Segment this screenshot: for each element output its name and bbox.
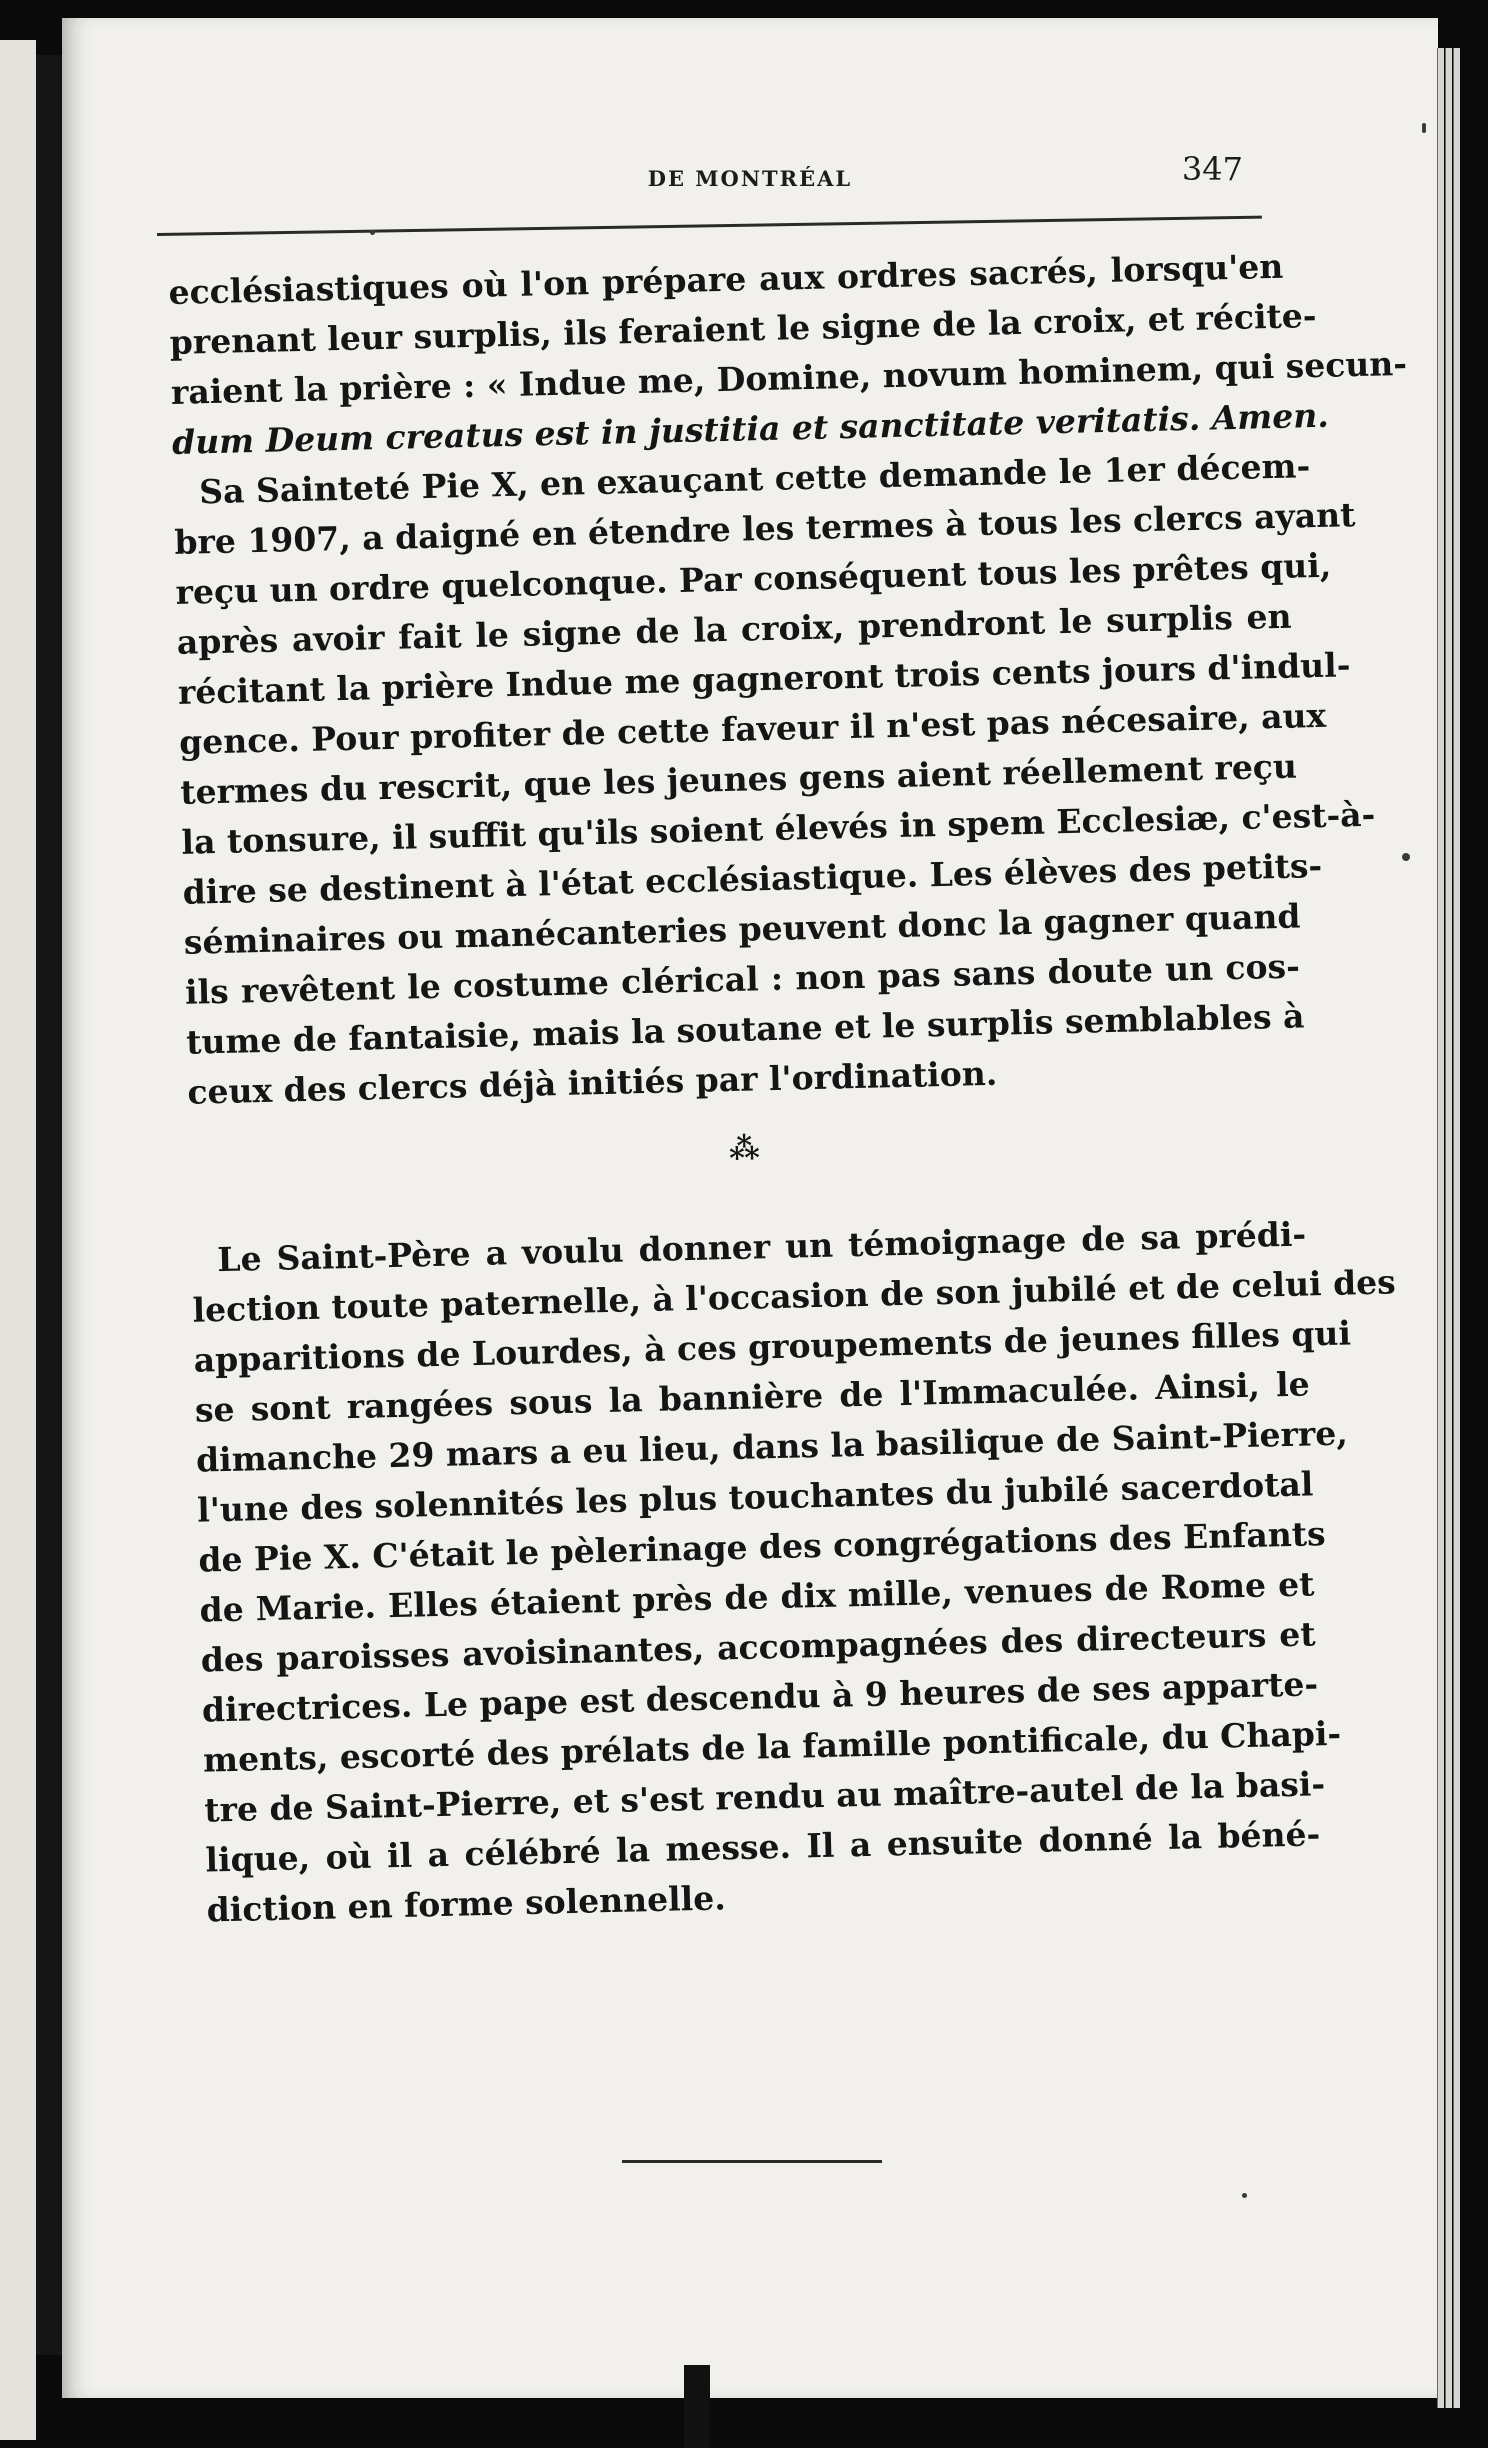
text-line: ils revêtent le costume clérical : non pas sans doute un cos- — [184, 946, 1301, 1012]
text-line: dire se destinent à l'état ecclésiastique. Les élèves des petits- — [182, 845, 1323, 912]
text-line: apparitions de Lourdes, à ces groupements de jeunes filles qui — [193, 1313, 1352, 1380]
text-line: séminaires ou manécanteries peuvent donc la gagner quand — [183, 896, 1301, 962]
text-line: se sont rangées sous la bannière de l'Immaculée. Ainsi, le — [194, 1364, 1311, 1430]
text-line: la tonsure, il suffit qu'ils soient élevés in spem Ecclesiæ, c'est-à- — [181, 794, 1376, 862]
text-line: ments, escorté des prélats de la famille pontificale, du Chapi- — [202, 1713, 1342, 1780]
facing-page-edge — [0, 40, 36, 2440]
text-line: dum Deum creatus est in justitia et sanctitate veritatis. Amen. — [171, 395, 1330, 462]
page-edge-stack — [1453, 48, 1460, 2408]
speck — [1242, 2193, 1247, 2198]
section-asterism: ⁂ — [728, 1131, 765, 1168]
closing-rule — [622, 2160, 882, 2163]
text-line: tre de Saint-Pierre, et s'est rendu au maître-autel de la basi- — [203, 1764, 1326, 1830]
text-line: raient la prière : « Indue me, Domine, novum hominem, qui secun- — [170, 343, 1408, 412]
text-line: lique, où il a célébré la messe. Il a ensuite donné la béné- — [205, 1814, 1321, 1880]
text-line: de Pie X. C'était le pèlerinage des congrégations des Enfants — [197, 1514, 1326, 1580]
speck — [1402, 853, 1410, 861]
book-gutter — [36, 55, 62, 2355]
body-text — [168, 242, 1408, 1936]
text-line: diction en forme solennelle. — [206, 1878, 727, 1930]
page-number: 347 — [1181, 150, 1243, 188]
speck — [370, 230, 375, 235]
book-page — [62, 18, 1438, 2398]
text-line: Sa Sainteté Pie X, en exauçant cette demande le 1er décem- — [198, 446, 1311, 512]
text-line: après avoir fait le signe de la croix, prendront le surplis en — [176, 596, 1292, 662]
text-line: reçu un ordre quelconque. Par conséquent tous les prêtes qui, — [175, 545, 1332, 612]
text-line: de Marie. Elles étaient près de dix mille, venues de Rome et — [199, 1564, 1315, 1630]
text-line: dimanche 29 mars a eu lieu, dans la basilique de Saint-Pierre, — [195, 1413, 1349, 1480]
text-line: lection toute paternelle, à l'occasion de son jubilé et de celui des — [192, 1262, 1397, 1330]
page-edge-stack — [1445, 48, 1452, 2408]
page-edge-stack — [1437, 48, 1444, 2408]
text-line: prenant leur surplis, ils feraient le signe de la croix, et récite- — [169, 295, 1317, 362]
text-line: termes du rescrit, que les jeunes gens aient réellement reçu — [179, 746, 1298, 812]
text-line: Le Saint-Père a voulu donner un témoignage de sa prédi- — [216, 1214, 1307, 1280]
running-head: DE MONTRÉAL — [647, 166, 853, 191]
text-line: des paroisses avoisinantes, accompagnées des directeurs et — [200, 1614, 1316, 1680]
text-line: ceux des clercs déjà initiés par l'ordination. — [186, 1053, 998, 1112]
text-line: l'une des solennités les plus touchantes du jubilé sacerdotal — [196, 1464, 1314, 1530]
speck — [1422, 123, 1426, 133]
text-line: tume de fantaisie, mais la soutane et le surplis semblables à — [185, 996, 1305, 1062]
text-line: ecclésiastiques où l'on prépare aux ordres sacrés, lorsqu'en — [168, 246, 1284, 312]
text-line: bre 1907, a daigné en étendre les termes à tous les clercs ayant — [174, 495, 1356, 562]
text-line: gence. Pour profiter de cette faveur il n'est pas nécesaire, aux — [178, 695, 1327, 762]
scan-artifact — [684, 2365, 710, 2448]
header-rule — [157, 216, 1262, 236]
text-line: récitant la prière Indue me gagneront trois cents jours d'indul- — [177, 645, 1351, 712]
text-line: directrices. Le pape est descendu à 9 heures de ses apparte- — [201, 1664, 1319, 1730]
